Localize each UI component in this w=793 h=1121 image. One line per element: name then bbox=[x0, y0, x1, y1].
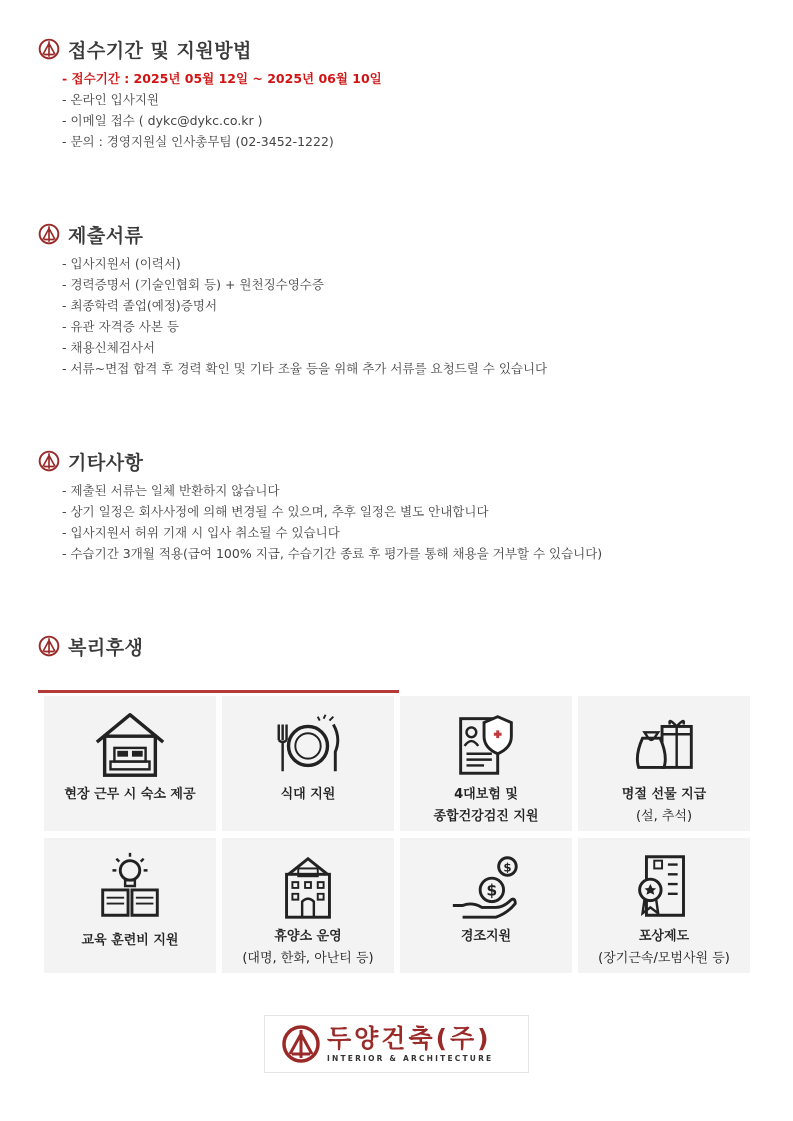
list-item: - 최종학력 졸업(예정)증명서 bbox=[62, 295, 547, 316]
list-item: - 상기 일정은 회사사정에 의해 변경될 수 있으며, 추후 일정은 별도 안내합니다 bbox=[62, 501, 602, 522]
brand-name: 두양건축(주) bbox=[327, 1024, 492, 1053]
benefit-label: 명절 선물 지급 bbox=[621, 787, 707, 802]
item-list bbox=[62, 68, 382, 152]
section-title: 기타사항 bbox=[68, 451, 144, 474]
benefit-tile-insurance bbox=[400, 696, 572, 831]
list-item: - 제출된 서류는 일체 반환하지 않습니다 bbox=[62, 480, 602, 501]
benefit-label: 휴양소 운영 bbox=[274, 929, 342, 944]
benefit-label: 식대 지원 bbox=[280, 787, 336, 802]
benefit-sub: 종합건강검진 지원 bbox=[433, 809, 539, 824]
insurance-document-icon bbox=[447, 708, 525, 780]
list-item: - 서류~면접 합격 후 경력 확인 및 기타 조율 등을 위해 추가 서류를 요청드릴 수 있습니다 bbox=[62, 358, 547, 379]
list-item: - 문의 : 경영지원실 인사총무팀 (02-3452-1222) bbox=[62, 131, 382, 152]
list-item: - 유관 자격증 사본 등 bbox=[62, 316, 547, 337]
list-item: - 접수기간 : 2025년 05월 12일 ~ 2025년 06월 10일 bbox=[62, 68, 382, 89]
list-item: - 입사지원서 (이력서) bbox=[62, 253, 547, 274]
section-other-notes bbox=[38, 448, 602, 564]
company-logo-icon bbox=[38, 223, 60, 245]
section-header bbox=[38, 633, 143, 659]
benefits-grid bbox=[44, 696, 748, 978]
benefit-label: 교육 훈련비 지원 bbox=[81, 933, 179, 948]
plate-cutlery-icon bbox=[269, 708, 347, 780]
benefit-tile-meal bbox=[222, 696, 394, 831]
gift-bag-icon bbox=[625, 708, 703, 780]
item-list bbox=[62, 253, 547, 379]
benefit-tile-resort bbox=[222, 838, 394, 973]
company-logo-icon bbox=[38, 38, 60, 60]
company-logo-icon bbox=[38, 635, 60, 657]
award-certificate-icon bbox=[625, 850, 703, 922]
benefit-label: 현장 근무 시 숙소 제공 bbox=[64, 787, 196, 802]
section-header bbox=[38, 221, 547, 247]
section-application bbox=[38, 36, 382, 152]
list-item: - 수습기간 3개월 적용(급여 100% 지급, 수습기간 종료 후 평가를 통해 채용을 거부할 수 있습니다) bbox=[62, 543, 602, 564]
benefit-sub: (장기근속/모범사원 등) bbox=[598, 951, 730, 966]
benefit-tile-condolence bbox=[400, 838, 572, 973]
benefit-sub: (설, 추석) bbox=[635, 809, 693, 824]
section-header bbox=[38, 36, 382, 62]
company-logo-icon bbox=[281, 1024, 321, 1064]
benefit-tile-training bbox=[44, 838, 216, 973]
list-item: - 이메일 접수 ( dykc@dykc.co.kr ) bbox=[62, 110, 382, 131]
section-documents bbox=[38, 221, 547, 379]
section-divider bbox=[38, 690, 399, 693]
benefit-label: 4대보험 및 bbox=[454, 787, 518, 802]
benefit-sub: (대명, 한화, 아난티 등) bbox=[242, 951, 374, 966]
section-benefits bbox=[38, 633, 143, 659]
list-item: - 채용신체검사서 bbox=[62, 337, 547, 358]
section-title: 제출서류 bbox=[68, 224, 144, 247]
benefit-tile-housing bbox=[44, 696, 216, 831]
house-bed-icon bbox=[91, 708, 169, 780]
benefit-tile-holiday-gift bbox=[578, 696, 750, 831]
section-title: 복리후생 bbox=[68, 636, 144, 659]
list-item: - 경력증명서 (기술인협회 등) + 원천징수영수증 bbox=[62, 274, 547, 295]
brand-text bbox=[327, 1025, 493, 1063]
list-item: - 온라인 입사지원 bbox=[62, 89, 382, 110]
benefit-label: 경조지원 bbox=[460, 929, 512, 944]
benefit-tile-rewards bbox=[578, 838, 750, 973]
resort-building-icon bbox=[269, 850, 347, 922]
company-logo-icon bbox=[38, 450, 60, 472]
svg-text:$: $ bbox=[486, 881, 498, 900]
lightbulb-book-icon bbox=[91, 850, 169, 922]
section-header bbox=[38, 448, 602, 474]
hand-money-icon bbox=[447, 850, 525, 922]
section-title: 접수기간 및 지원방법 bbox=[68, 39, 252, 62]
list-item: - 입사지원서 허위 기재 시 입사 취소될 수 있습니다 bbox=[62, 522, 602, 543]
brand-tagline: INTERIOR & ARCHITECTURE bbox=[327, 1054, 494, 1063]
benefit-label: 포상제도 bbox=[638, 929, 690, 944]
item-list bbox=[62, 480, 602, 564]
footer-company-logo bbox=[264, 1015, 529, 1073]
svg-text:$: $ bbox=[503, 860, 512, 875]
